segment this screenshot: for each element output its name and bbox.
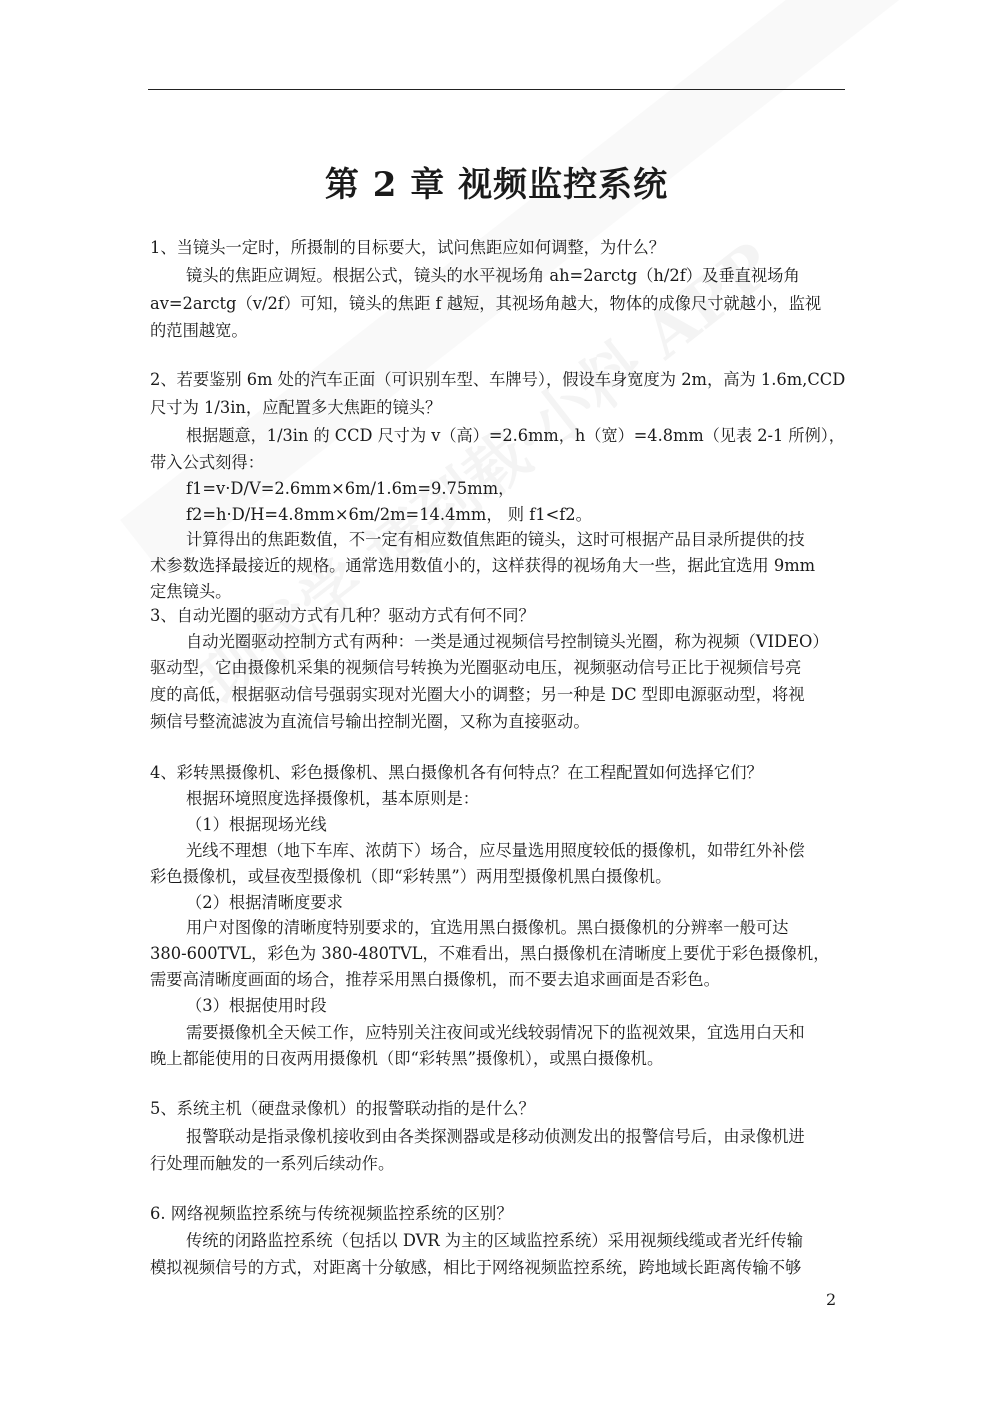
question-1: 1、当镜头一定时，所摄制的目标要大，试问焦距应如何调整，为什么？ bbox=[150, 238, 666, 257]
answer-line: 用户对图像的清晰度特别要求的，宜选用黑白摄像机。黑白摄像机的分辨率一般可达 bbox=[186, 918, 789, 937]
answer-line: 晚上都能使用的日夜两用摄像机（即“彩转黑”摄像机），或黑白摄像机。 bbox=[150, 1049, 664, 1068]
answer-line: 带入公式刻得： bbox=[150, 453, 264, 472]
answer-line: 380-600TVL，彩色为 380-480TVL，不难看出，黑白摄像机在清晰度上要优于彩色摄像机， bbox=[150, 944, 830, 963]
question-6: 6. 网络视频监控系统与传统视频监控系统的区别？ bbox=[150, 1204, 513, 1223]
question-5: 5、系统主机（硬盘录像机）的报警联动指的是什么？ bbox=[150, 1099, 535, 1118]
question-3: 3、自动光圈的驱动方式有几种？驱动方式有何不同？ bbox=[150, 606, 535, 625]
formula-line: f2=h·D/H=4.8mm×6m/2m=14.4mm， 则 f1<f2。 bbox=[186, 505, 592, 524]
answer-line: 根据题意，1/3in 的 CCD 尺寸为 v（高）=2.6mm，h（宽）=4.8mm（见表 2-1 所例）， bbox=[186, 426, 845, 445]
subheading: （1）根据现场光线 bbox=[186, 815, 327, 834]
question-4: 4、彩转黑摄像机、彩色摄像机、黑白摄像机各有何特点？在工程配置如何选择它们？ bbox=[150, 763, 763, 782]
subheading: （3）根据使用时段 bbox=[186, 996, 327, 1015]
chapter-title: 第 2 章 视频监控系统 bbox=[324, 165, 669, 205]
answer-line: 度的高低，根据驱动信号强弱实现对光圈大小的调整；另一种是 DC 型即电源驱动型，将视 bbox=[150, 685, 805, 704]
answer-line: av=2arctg（v/2f）可知，镜头的焦距 f 越短，其视场角越大，物体的成像尺寸就越小，监视 bbox=[150, 294, 822, 313]
page-number: 2 bbox=[826, 1290, 837, 1309]
answer-line: 需要高清晰度画面的场合，推荐采用黑白摄像机，而不要去追求画面是否彩色。 bbox=[150, 970, 720, 989]
answer-line: 定焦镜头。 bbox=[150, 582, 232, 601]
question-2: 2、若要鉴别 6m 处的汽车正面（可识别车型、车牌号），假设车身宽度为 2m，高为 1.6m,CCD bbox=[150, 370, 846, 389]
answer-line: 的范围越宽。 bbox=[150, 321, 248, 340]
subheading: （2）根据清晰度要求 bbox=[186, 893, 343, 912]
answer-line: 传统的闭路监控系统（包括以 DVR 为主的区域监控系统）采用视频线缆或者光纤传输 bbox=[186, 1231, 803, 1250]
watermark bbox=[180, 0, 993, 650]
answer-line: 需要摄像机全天候工作，应特别关注夜间或光线较弱情况下的监视效果，宜选用白天和 bbox=[186, 1023, 805, 1042]
answer-line: 彩色摄像机，或昼夜型摄像机（即“彩转黑”）两用型摄像机黑白摄像机。 bbox=[150, 867, 672, 886]
answer-line: 自动光圈驱动控制方式有两种：一类是通过视频信号控制镜头光圈，称为视频（VIDEO） bbox=[186, 632, 829, 651]
answer-line: 计算得出的焦距数值，不一定有相应数值焦距的镜头，这时可根据产品目录所提供的技 bbox=[186, 530, 805, 549]
answer-line: 模拟视频信号的方式，对距离十分敏感，相比于网络视频监控系统，跨地域长距离传输不够 bbox=[150, 1258, 802, 1277]
answer-line: 报警联动是指录像机接收到由各类探测器或是移动侦测发出的报警信号后，由录像机进 bbox=[186, 1127, 805, 1146]
answer-line: 根据环境照度选择摄像机，基本原则是： bbox=[186, 789, 480, 808]
answer-line: 镜头的焦距应调短。根据公式，镜头的水平视场角 ah=2arctg（h/2f）及垂直视场角 bbox=[186, 266, 800, 285]
answer-line: 驱动型，它由摄像机采集的视频信号转换为光圈驱动电压，视频驱动信号正比于视频信号亮 bbox=[150, 658, 802, 677]
formula-line: f1=v·D/V=2.6mm×6m/1.6m=9.75mm， bbox=[186, 479, 515, 498]
question-line: 尺寸为 1/3in，应配置多大焦距的镜头？ bbox=[150, 398, 442, 417]
answer-line: 频信号整流滤波为直流信号输出控制光圈，又称为直接驱动。 bbox=[150, 712, 590, 731]
answer-line: 光线不理想（地下车库、浓荫下）场合，应尽量选用照度较低的摄像机，如带红外补偿 bbox=[186, 841, 805, 860]
answer-line: 行处理而触发的一系列后续动作。 bbox=[150, 1154, 395, 1173]
header-rule bbox=[148, 89, 845, 90]
answer-line: 术参数选择最接近的规格。通常选用数值小的，这样获得的视场角大一些，据此宜选用 9mm bbox=[150, 556, 816, 575]
